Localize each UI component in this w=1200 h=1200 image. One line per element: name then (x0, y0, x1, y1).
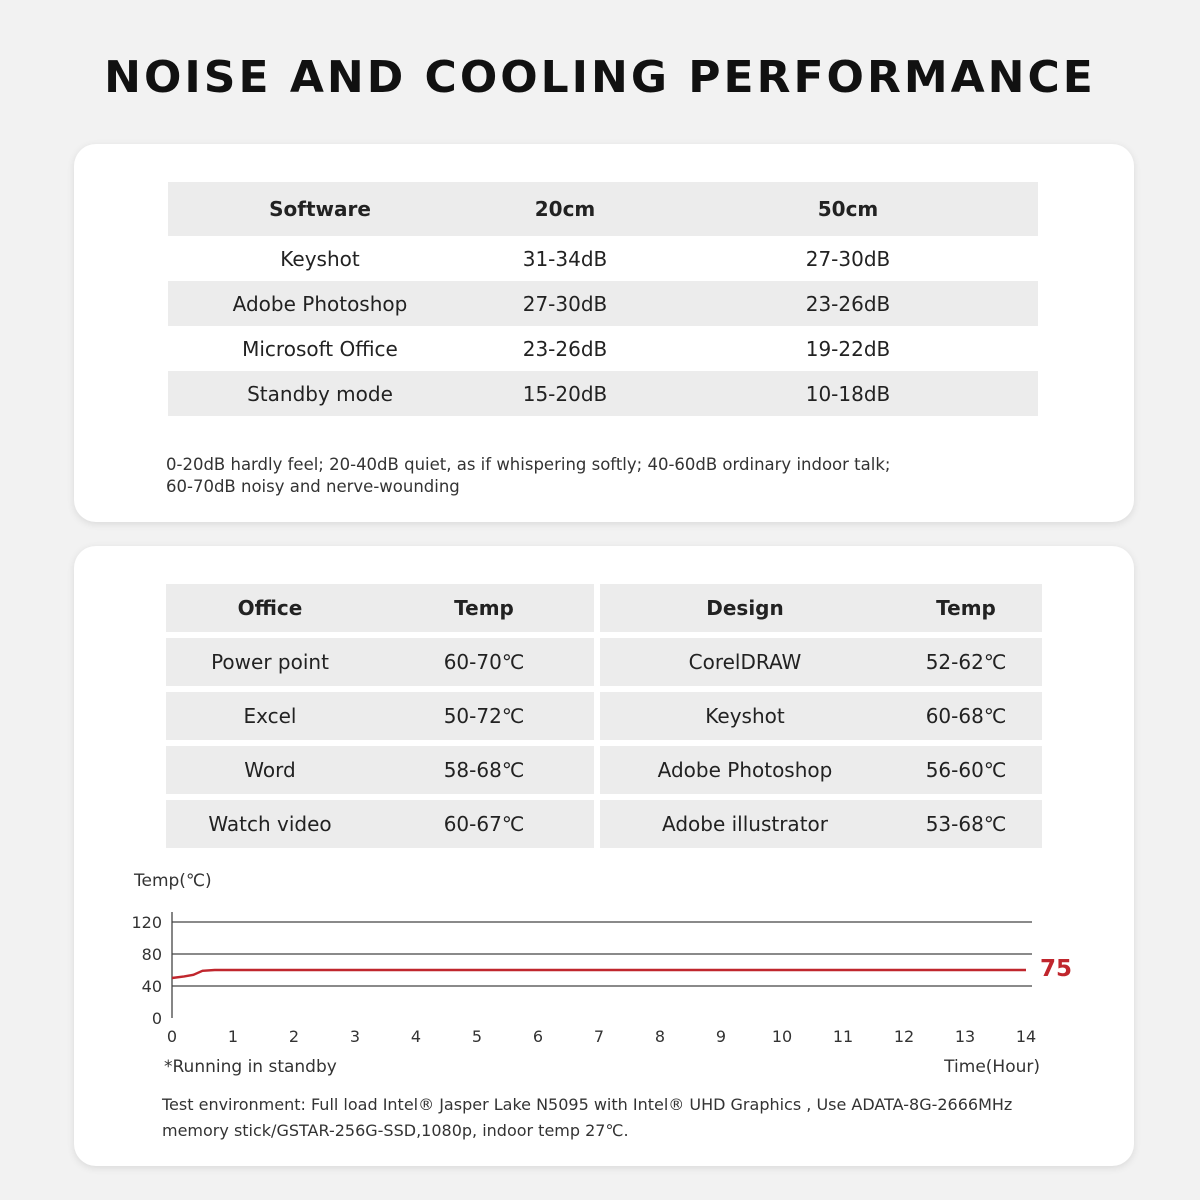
office-temp: 60-70℃ (443, 650, 525, 674)
design-temp: 60-68℃ (925, 704, 1007, 728)
noise-20cm-value: 31-34dB (522, 246, 608, 271)
x-tick-label: 4 (410, 1027, 422, 1046)
noise-header-20cm: 20cm (534, 197, 596, 221)
design-app: Keyshot (705, 704, 785, 728)
office-header-temp: Temp (454, 596, 514, 620)
design-temp: 53-68℃ (925, 812, 1007, 836)
noise-card (74, 144, 1134, 522)
office-temp: 58-68℃ (443, 758, 525, 782)
x-tick-label: 2 (288, 1027, 300, 1046)
test-env-line: Test environment: Full load Intel® Jasper Lake N5095 with Intel® UHD Graphics , Use ADATA-8G-2666MHz (162, 1095, 1013, 1114)
noise-table-row (168, 281, 1038, 326)
x-tick-label: 6 (532, 1027, 544, 1046)
design-header-design: Design (706, 596, 784, 620)
temperature-chart-svg (74, 546, 1134, 1166)
noise-header-50cm: 50cm (817, 197, 879, 221)
noise-software: Standby mode (247, 381, 393, 406)
office-app: Excel (243, 704, 297, 728)
x-tick-label: 0 (166, 1027, 178, 1046)
noise-software: Microsoft Office (242, 336, 398, 361)
noise-20cm-value: 27-30dB (522, 291, 608, 316)
y-tick-label: 80 (141, 945, 162, 964)
noise-20cm-value: 23-26dB (522, 336, 608, 361)
noise-note-line: 0-20dB hardly feel; 20-40dB quiet, as if whispering softly; 40-60dB ordinary indoor talk; (166, 455, 891, 474)
x-tick-label: 10 (771, 1027, 793, 1046)
chart-annotation: *Running in standby (164, 1057, 337, 1077)
design-header-temp: Temp (936, 596, 996, 620)
office-app: Watch video (208, 812, 332, 836)
x-tick-label: 13 (954, 1027, 976, 1046)
noise-table-row (168, 326, 1038, 371)
y-axis-label: Temp(℃) (134, 871, 212, 891)
series-line (172, 970, 1026, 978)
x-axis-label: Time(Hour) (944, 1057, 1040, 1077)
x-tick-label: 14 (1015, 1027, 1037, 1046)
noise-header-software: Software (269, 197, 371, 221)
noise-note (166, 454, 1066, 498)
temperature-chart (74, 546, 1134, 1166)
x-tick-label: 11 (832, 1027, 854, 1046)
noise-50cm-value: 19-22dB (805, 336, 891, 361)
noise-table (168, 182, 1038, 416)
design-app: CorelDRAW (688, 650, 802, 674)
x-tick-label: 5 (471, 1027, 483, 1046)
x-tick-label: 3 (349, 1027, 361, 1046)
office-temp: 50-72℃ (443, 704, 525, 728)
y-tick-label: 40 (141, 977, 162, 996)
noise-software: Adobe Photoshop (232, 291, 408, 316)
x-tick-label: 9 (715, 1027, 727, 1046)
series-end-label: 75 (1040, 956, 1073, 982)
design-temp: 52-62℃ (925, 650, 1007, 674)
x-tick-label: 1 (227, 1027, 239, 1046)
noise-table-row (168, 236, 1038, 281)
y-tick-label: 0 (151, 1009, 162, 1028)
page-title: NOISE AND COOLING PERFORMANCE (104, 52, 1096, 103)
temperature-card (74, 546, 1134, 1166)
office-header-office: Office (237, 596, 303, 620)
office-app: Power point (211, 650, 329, 674)
noise-software: Keyshot (280, 246, 360, 271)
office-temp: 60-67℃ (443, 812, 525, 836)
design-app: Adobe illustrator (661, 812, 828, 836)
noise-50cm-value: 23-26dB (805, 291, 891, 316)
design-app: Adobe Photoshop (657, 758, 833, 782)
noise-20cm-value: 15-20dB (522, 381, 608, 406)
x-tick-label: 12 (893, 1027, 915, 1046)
design-temp: 56-60℃ (925, 758, 1007, 782)
y-tick-label: 120 (131, 913, 162, 932)
x-tick-label: 7 (593, 1027, 605, 1046)
x-tick-label: 8 (654, 1027, 666, 1046)
noise-50cm-value: 27-30dB (805, 246, 891, 271)
office-app: Word (244, 758, 296, 782)
test-env-line: memory stick/GSTAR-256G-SSD,1080p, indoor temp 27℃. (162, 1121, 629, 1140)
noise-table-row (168, 371, 1038, 416)
noise-50cm-value: 10-18dB (805, 381, 891, 406)
test-environment-note (162, 1092, 1082, 1144)
noise-table-header (168, 182, 1038, 236)
noise-note-line: 60-70dB noisy and nerve-wounding (166, 477, 460, 496)
